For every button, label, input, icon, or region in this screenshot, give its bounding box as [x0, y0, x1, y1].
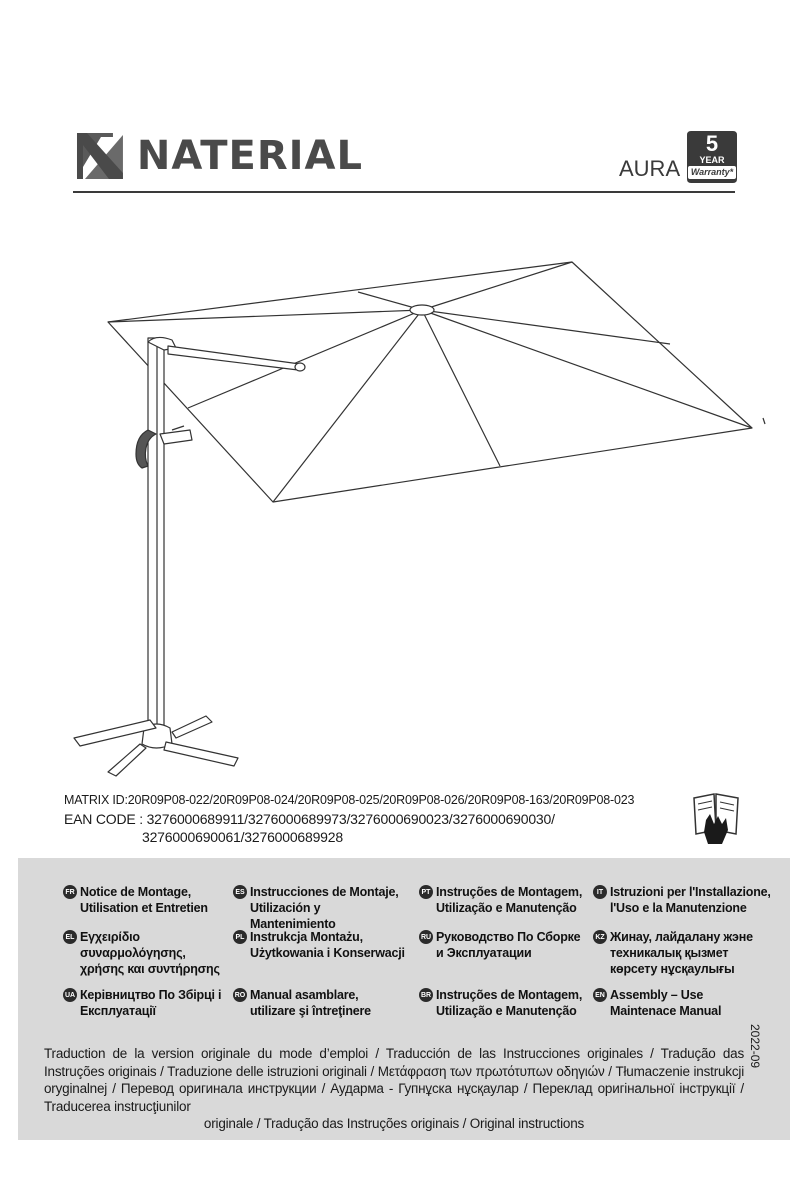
translation-note-main: Traduction de la version originale du mode d’emploi / Traducción de las Instrucciones originales / Tradução das Instruções originais / Traduzione delle istruzioni originali / Μετάφραση των πρωτότυπων οδηγιών / Tłumaczenie instrukcji oryginalnej / Перевод оригинала инструкции / Аударма - Гупнұска нұсқаулар / Переклад оригінальної інструкції / Traducerea instrucţiunilor: [44, 1046, 744, 1114]
lang-title: Жинау, лайдалану жэне техникалық қызмет көрсету нұсқаулығы: [610, 930, 753, 976]
lang-badge: EN: [593, 988, 607, 1002]
brand-name: NATERIAL: [136, 133, 363, 179]
lang-ru: [419, 929, 584, 961]
warranty-years: 5: [705, 131, 719, 156]
ean-line-1: EAN CODE : 3276000689911/3276000689973/3276000690023/3276000690030/: [64, 811, 555, 827]
header-divider: [73, 191, 735, 193]
corner-mark: [763, 418, 765, 424]
ean-line-2: 3276000690061/3276000689928: [142, 829, 343, 845]
lang-badge: UA: [63, 988, 77, 1002]
lang-el: [63, 929, 228, 977]
lang-title: Notice de Montage, Utilisation et Entretien: [80, 885, 208, 915]
ean-codes: [64, 810, 555, 846]
translation-note-last: originale / Tradução das Instruções originais / Original instructions: [203, 1116, 585, 1131]
lang-fr: [63, 884, 223, 916]
lang-title: Instrukcja Montażu, Użytkowania i Konserwacji: [250, 930, 405, 960]
lang-badge: EL: [63, 930, 77, 944]
canopy-hub: [410, 305, 434, 315]
lang-en: [593, 987, 728, 1019]
lang-badge: PT: [419, 885, 433, 899]
lang-title: Manual asamblare, utilizare şi întreţinere: [250, 988, 371, 1018]
lang-title: Instruções de Montagem, Utilização e Manutenção: [436, 885, 583, 915]
lang-badge: BR: [419, 988, 433, 1002]
lang-pt: [419, 884, 584, 916]
lang-badge: IT: [593, 885, 607, 899]
lang-title: Istruzioni per l'Installazione, l'Uso e la Manutenzione: [610, 885, 771, 915]
lang-it: [593, 884, 773, 916]
lang-br: [419, 987, 584, 1019]
lang-kz: [593, 929, 758, 977]
lang-badge: RO: [233, 988, 247, 1002]
warranty-label: Warranty*: [688, 166, 736, 179]
date-code-text: 2022-09: [748, 1024, 762, 1069]
lang-title: Εγχειρίδιο συναρμολόγησης, χρήσης και συντήρησης: [80, 930, 220, 976]
lang-pl: [233, 929, 408, 961]
matrix-id: MATRIX ID:20R09P08-022/20R09P08-024/20R09P08-025/20R09P08-026/20R09P08-163/20R09P08-023: [64, 793, 635, 807]
umbrella-illustration: [60, 250, 780, 790]
canopy-outline: [108, 262, 752, 502]
lang-es: [233, 884, 408, 932]
lang-badge: FR: [63, 885, 77, 899]
warranty-badge: [683, 131, 741, 183]
date-code: [748, 1024, 762, 1084]
brand-logo: [73, 128, 363, 184]
lang-title: Руководство По Сборке и Эксплуатации: [436, 930, 581, 960]
read-manual-icon: [688, 790, 744, 846]
brand-logo-icon: [73, 129, 127, 183]
lang-title: Assembly – Use Maintenace Manual: [610, 988, 722, 1018]
lang-badge: KZ: [593, 930, 607, 944]
model-name: AURA: [619, 156, 681, 181]
lang-badge: RU: [419, 930, 433, 944]
mast: [148, 337, 176, 728]
lang-ua: [63, 987, 223, 1019]
lang-badge: ES: [233, 885, 247, 899]
lang-badge: PL: [233, 930, 247, 944]
lang-title: Керівництво По Збірці і Експлуатації: [80, 988, 222, 1018]
warranty-unit: YEAR: [699, 155, 725, 165]
lang-ro: [233, 987, 403, 1019]
lang-title: Instrucciones de Montaje, Utilización y Mantenimiento: [250, 885, 399, 931]
translation-note: [44, 1045, 744, 1133]
cross-base: [74, 716, 238, 776]
lang-title: Instruções de Montagem, Utilização e Manutenção: [436, 988, 583, 1018]
